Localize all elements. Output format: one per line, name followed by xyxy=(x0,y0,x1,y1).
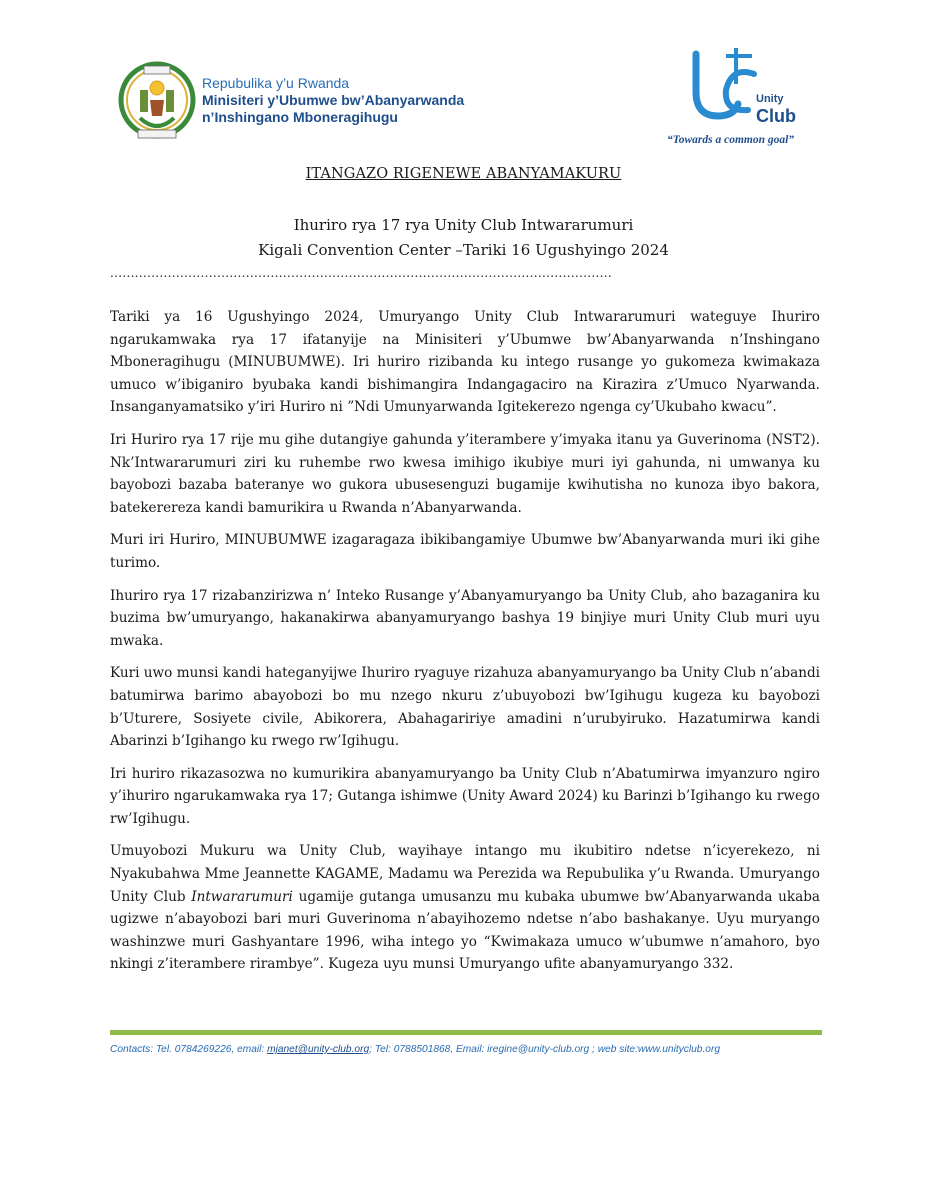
paragraph-7-part-b: ugamije gutanga umusanzu mu kubaka ubumwe bw’Abanyarwanda ukaba ugizwe n’abayobozi bari muri Guverinoma n’abayihozemo ndetse n’abo bashakanye. Uyu muryango washinzwe muri Gashyantare 1996, wiha intego yo “Kwimakaza umuco w’ubumwe n’amahoro, byo nkingi z’iterambere rirambye”. Kugeza uyu munsi Umuryango ufite abanyamuryango 332. xyxy=(110,888,820,973)
paragraph-7 xyxy=(110,840,820,976)
paragraph-5: Kuri uwo munsi kandi hateganyijwe Ihuriro ryaguye rizahuza abanyamuryango ba Unity Club n’abandi batumirwa barimo abayobozi bo mu nzego nkuru z’ubuyobozi bw’Igihugu kugeza ku bayobozi b’Uturere, Sosiyete civile, Abikorera, Abahagaririye amadini n’urubyiruko. Hazatumirwa kandi Abarinzi b’Igihango ku rwego rw’Igihugu. xyxy=(110,665,820,750)
dotted-separator: .......................................................................................................................... xyxy=(110,266,612,280)
paragraph-3: Muri iri Huriro, MINUBUMWE izagaragaza ibikibangamiye Ubumwe bw’Abanyarwanda muri iki gihe turimo. xyxy=(110,532,820,571)
footer-divider xyxy=(110,1030,822,1035)
paragraph-7-italic: Intwararumuri xyxy=(191,888,293,905)
press-release-body xyxy=(110,306,820,986)
press-release-heading: ITANGAZO RIGENEWE ABANYAMAKURU xyxy=(305,166,622,182)
republic-name: Repubulika y’u Rwanda xyxy=(202,75,350,91)
ministry-name-block xyxy=(202,74,464,126)
paragraph-7-part-a: Umuyobozi Mukuru wa Unity Club, wayihaye intango mu ikubitiro ndetse n’icyerekezo, ni Nyakubahwa Mme Jeannette KAGAME, Madamu wa Perezida wa Repubulika y’u Rwanda. Umuryango Unity Club xyxy=(110,843,820,905)
letterhead xyxy=(0,0,927,160)
svg-text:Unity: Unity xyxy=(756,93,784,105)
paragraph-4: Ihuriro rya 17 rizabanzirizwa n’ Inteko Rusange y’Abanyamuryango ba Unity Club, aho bazaganira ku buzima bw’umuryango, hakanakirwa abanyamuryango bashya 19 binjiye muri Unity Club muri uyu mwaka. xyxy=(110,587,820,649)
contacts-prefix: Contacts: Tel. 0784269226, email: xyxy=(110,1044,268,1055)
svg-text:Club: Club xyxy=(756,106,796,126)
paragraph-1: Tariki ya 16 Ugushyingo 2024, Umuryango Unity Club Intwararumuri wateguye Ihuriro ngarukamwaka rya 17 ifatanyije na Minisiteri y’Ubumwe bw’Abanyarwanda n’Inshingano Mboneragihugu (MINUBUMWE). Iri huriro rizibanda ku intego rusange yo gukomeza kwimakaza umuco w’ibiganiro byubaka kandi bishimangira Indangagaciro na Kirazira z’Umuco Nyarwanda. Insanganyamatsiko y’iri Huriro ni ”Ndi Umunyarwanda Igitekerezo ngenga cy’Ukubaho kwacu”. xyxy=(110,309,820,416)
contacts-footer xyxy=(110,1044,822,1055)
contacts-rest: ; Tel: 0788501868, Email: iregine@unity-club.org ; web site:www.unityclub.org xyxy=(369,1044,721,1055)
ministry-name-line2: n’Inshingano Mboneragihugu xyxy=(202,109,398,125)
email-link[interactable]: mjanet@unity-club.org xyxy=(267,1044,370,1055)
unity-club-logo xyxy=(682,44,802,134)
unity-club-tagline: “Towards a common goal” xyxy=(667,134,795,146)
event-venue-date: Kigali Convention Center –Tariki 16 Ugushyingo 2024 xyxy=(258,241,669,259)
event-title: Ihuriro rya 17 rya Unity Club Intwararumuri xyxy=(293,216,634,234)
paragraph-6: Iri huriro rikazasozwa no kumurikira abanyamuryango ba Unity Club n’Abatumirwa imyanzuro ngiro y’ihuriro ngarukamwaka rya 17; Gutanga ishimwe (Unity Award 2024) ku Barinzi b’Igihango ku rwego rw’Igihugu. xyxy=(110,765,820,827)
paragraph-2: Iri Huriro rya 17 rije mu gihe dutangiye gahunda y’iterambere y’imyaka itanu ya Guverinoma (NST2). Nk’Intwararumuri ziri ku ruhembe rwo kwesa imihigo ikubiye muri iyi gahunda, ni umwanya ku bayobozi bazaba bateranye wo gukora ubusesenguzi bugamije kwihutisha no kunoza ibyo bakora, batekerereza kandi bamurikira u Rwanda n’Abanyarwanda. xyxy=(110,431,820,516)
rwanda-coat-of-arms-icon xyxy=(118,56,196,148)
ministry-name-line1: Minisiteri y’Ubumwe bw’Abanyarwanda xyxy=(202,92,465,108)
